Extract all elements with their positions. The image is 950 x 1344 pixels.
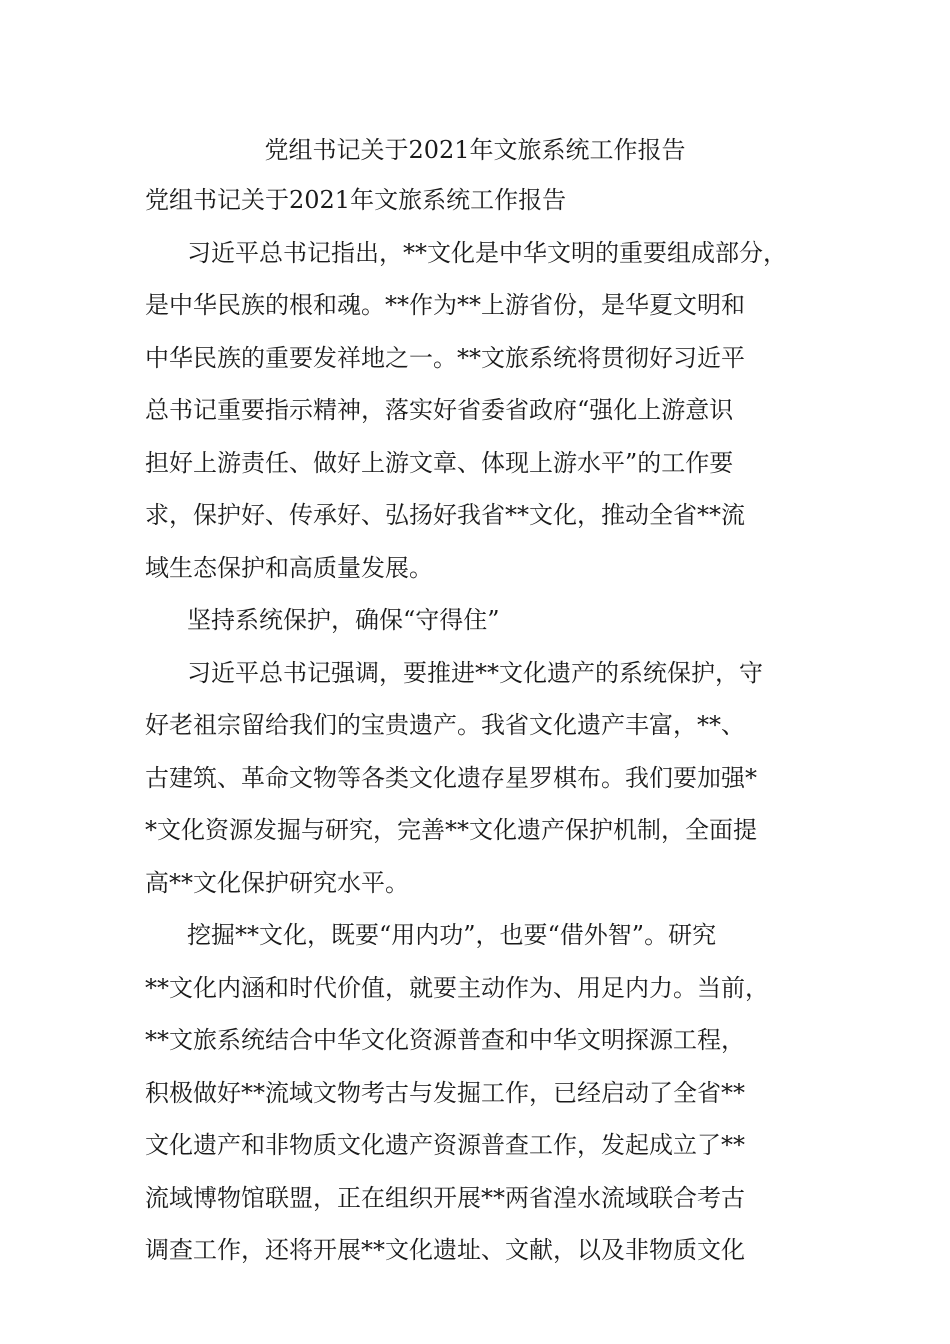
text-line: 习近平总书记强调，要推进**文化遗产的系统保护，守 [187,658,763,687]
text-line: 总书记重要指示精神，落实好省委省政府“强化上游意识 [145,396,734,424]
text-line: 党组书记关于2021年文旅系统工作报告 [145,186,567,214]
text-line: 古建筑、革命文物等各类文化遗存星罗棋布。我们要加强* [145,763,757,792]
document-title: 党组书记关于2021年文旅系统工作报告 [264,136,686,164]
text-line: **文旅系统结合中华文化资源普查和中华文明探源工程， [145,1026,745,1054]
text-line: 调查工作，还将开展**文化遗址、文献，以及非物质文化 [145,1236,745,1264]
text-line: 中华民族的重要发祥地之一。**文旅系统将贯彻好习近平 [145,343,745,372]
text-line: 域生态保护和高质量发展。 [145,553,433,582]
text-line: 流域博物馆联盟，正在组织开展**两省湟水流域联合考古 [145,1183,745,1212]
text-line: 高**文化保护研究水平。 [145,868,409,897]
text-line: 是中华民族的根和魂。**作为**上游省份，是华夏文明和 [145,291,745,319]
text-line: 求，保护好、传承好、弘扬好我省**文化，推动全省**流 [145,501,745,529]
text-line: 积极做好**流域文物考古与发掘工作，已经启动了全省** [145,1078,745,1107]
text-line: *文化资源发掘与研究，完善**文化遗产保护机制，全面提 [145,816,757,844]
text-line: 习近平总书记指出，**文化是中华文明的重要组成部分， [187,238,787,267]
text-line: 好老祖宗留给我们的宝贵遗产。我省文化遗产丰富，**、 [145,711,745,739]
document-body [145,182,835,1285]
text-line: 担好上游责任、做好上游文章、体现上游水平”的工作要 [145,448,734,477]
text-line: 坚持系统保护，确保“守得住” [187,606,500,634]
text-line: 文化遗产和非物质文化遗产资源普查工作，发起成立了** [145,1131,745,1159]
text-line: 挖掘**文化，既要“用内功”，也要“借外智”。研究 [187,921,717,949]
text-line: **文化内涵和时代价值，就要主动作为、用足内力。当前， [145,973,769,1002]
